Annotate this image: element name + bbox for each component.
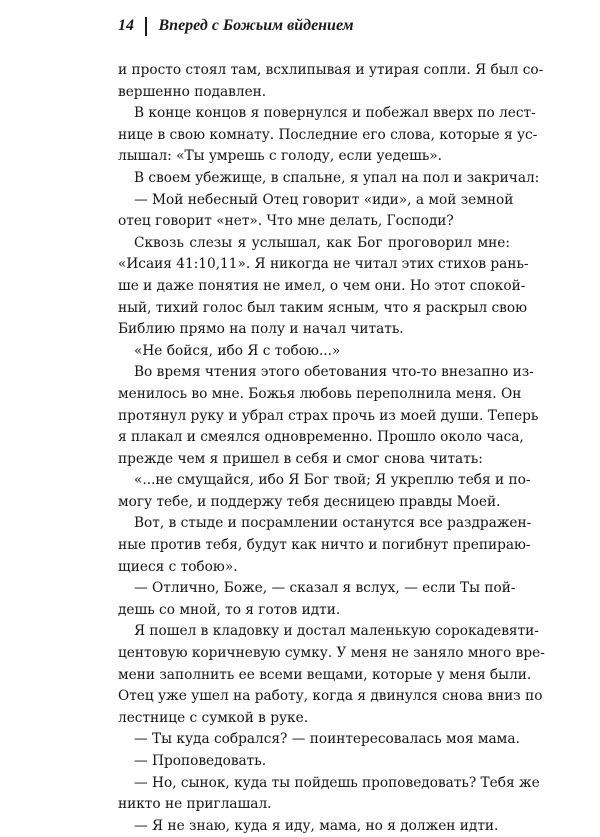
text-line: Библию прямо на полу и начал читать. bbox=[118, 321, 404, 338]
paragraph bbox=[118, 513, 532, 578]
paragraph bbox=[118, 578, 516, 621]
text-line: мени заполнить ее всеми вещами, которые у меня были. bbox=[118, 666, 532, 683]
text-line: Вот, в стыде и посрамлении останутся все раздражен- bbox=[134, 515, 532, 532]
paragraph bbox=[118, 362, 539, 470]
text-line: дешь со мной, то я готов идти. bbox=[118, 601, 341, 618]
body-text bbox=[118, 60, 545, 837]
text-line: ше и даже понятия не имел, о чем они. Но этот спокой- bbox=[118, 277, 526, 294]
paragraph bbox=[118, 470, 531, 513]
paragraph bbox=[118, 773, 540, 816]
text-line: Отец уже ушел на работу, когда я двинулся снова вниз по bbox=[118, 688, 543, 705]
text-line: «...не смущайся, ибо Я Бог твой; Я укреплю тебя и по- bbox=[134, 472, 531, 489]
paragraph bbox=[118, 168, 540, 190]
text-line: щиеся с тобою». bbox=[118, 558, 238, 575]
text-line: «Исаия 41:10,11». Я никогда не читал этих стихов рань- bbox=[118, 256, 529, 273]
header-divider bbox=[145, 17, 147, 36]
text-line: — Отлично, Боже, — сказал я вслух, — если Ты пой- bbox=[134, 580, 516, 597]
text-line: отец говорит «нет». Что мне делать, Господи? bbox=[118, 213, 454, 230]
text-line: нице в свою комнату. Последние его слова, которые я ус- bbox=[118, 126, 538, 143]
text-line: лышал: «Ты умрешь с голоду, если уедешь». bbox=[118, 148, 443, 165]
paragraph bbox=[118, 233, 529, 341]
text-line: В конце концов я повернулся и побежал вверх по лест- bbox=[134, 105, 536, 122]
text-line: ные против тебя, будут как ничто и погибнут препирaю- bbox=[118, 537, 531, 554]
page-number: 14 bbox=[118, 17, 134, 34]
text-line: прежде чем я пришел в себя и смог снова читать: bbox=[118, 450, 483, 467]
text-line: вершенно подавлен. bbox=[118, 83, 267, 100]
text-line: — Но, сынок, куда ты пойдешь проповедовать? Тебя же bbox=[134, 774, 540, 791]
text-line: — Проповедовать. bbox=[134, 753, 267, 769]
book-title: Вперед с Божьим вйдением bbox=[158, 17, 354, 34]
paragraph bbox=[118, 60, 544, 103]
text-line: Я пошел в кладовку и достал маленькую сорокадевяти- bbox=[134, 623, 539, 640]
text-line: «Не бойся, ибо Я с тобою...» bbox=[134, 342, 341, 359]
paragraph bbox=[118, 190, 514, 233]
paragraph bbox=[118, 729, 520, 751]
paragraph bbox=[118, 341, 510, 363]
text-line: протянул руку и убрал страх прочь из моей души. Теперь bbox=[118, 407, 539, 424]
text-line: Во время чтения этого обетования что-то внезапно из- bbox=[134, 364, 534, 381]
text-line: никто не приглашал. bbox=[118, 796, 272, 813]
text-line: я плакал и смеялся одновременно. Прошло около часа, bbox=[118, 429, 524, 446]
text-line: — Я не знаю, куда я иду, мама, но я должен идти. bbox=[134, 817, 499, 834]
text-line: — Мой небесный Отец говорит «иди», а мой земной bbox=[134, 191, 514, 208]
text-line: лестнице с сумкой в руке. bbox=[118, 709, 309, 726]
text-line: и просто стоял там, всхлипывая и утирая сопли. Я был со- bbox=[118, 62, 544, 78]
text-line: — Ты куда собрался? — поинтересовалась моя мама. bbox=[134, 731, 520, 748]
paragraph bbox=[118, 751, 510, 773]
paragraph bbox=[118, 103, 538, 168]
text-line: Сквозь слезы я услышал, как Бог проговорил мне: bbox=[134, 234, 510, 251]
text-line: менилось во мне. Божья любовь переполнила меня. Он bbox=[118, 385, 522, 402]
text-line: могу тебе, и поддержу тебя десницею правды Моей. bbox=[118, 493, 501, 510]
paragraph bbox=[118, 621, 545, 729]
running-header bbox=[118, 14, 354, 38]
text-line: ный, тихий голос был таким ясным, что я раскрыл свою bbox=[118, 299, 528, 316]
text-line: центовую коричневую сумку. У меня не заняло много вре- bbox=[118, 645, 545, 662]
paragraph bbox=[118, 816, 510, 837]
text-line: В своем убежище, в спальне, я упал на пол и закричал: bbox=[134, 169, 540, 186]
